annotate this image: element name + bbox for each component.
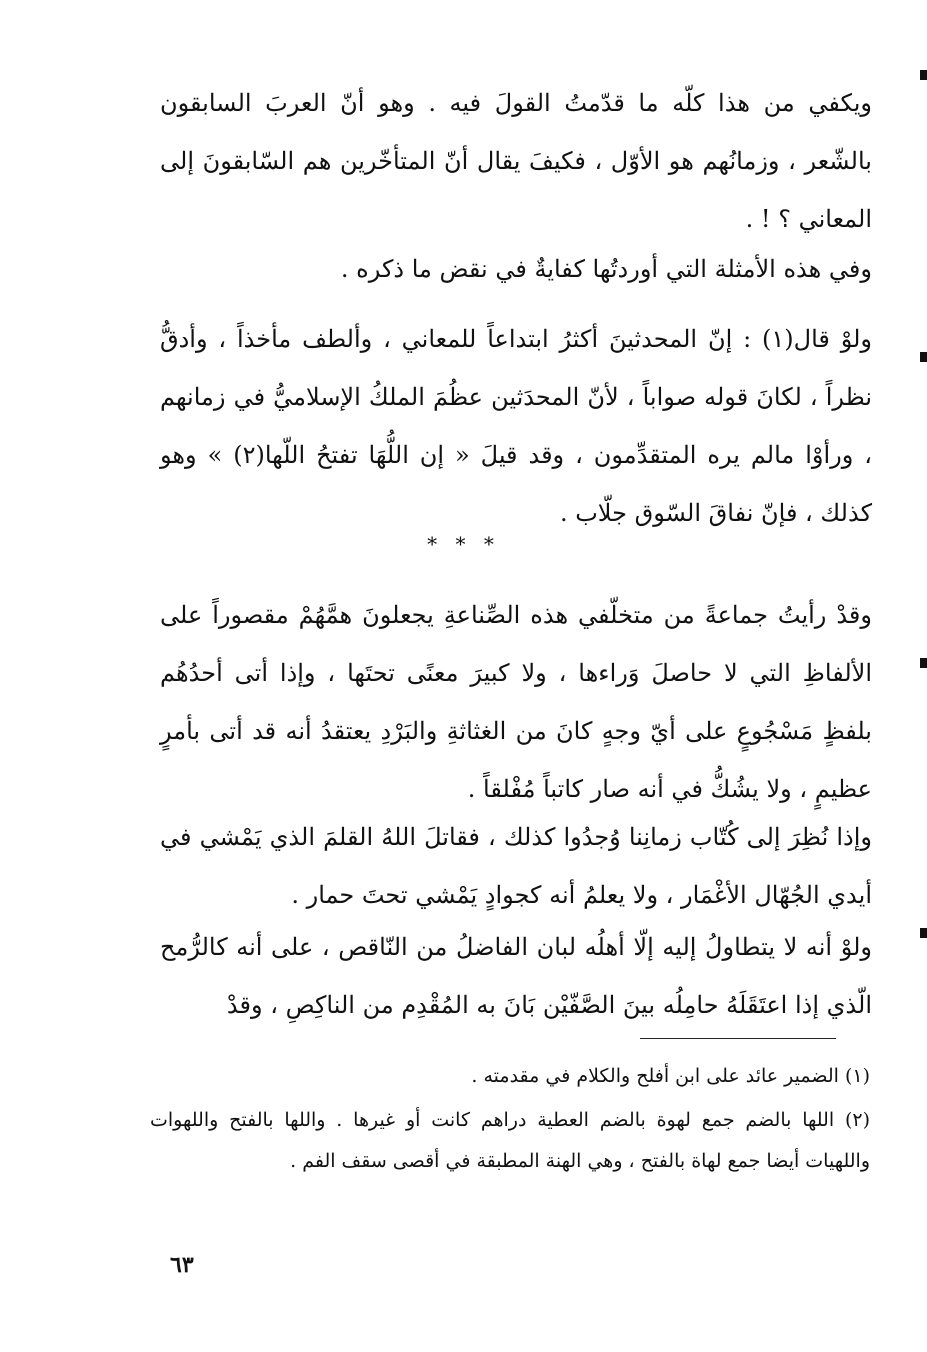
paragraph-5: وإذا نُظِرَ إلى كُتّاب زمانِنا وُجدُوا كذلك ، فقاتلَ اللهُ القلمَ الذي يَمْشي في أيدي الجُهّال الأغْمَار ، ولا يعلمُ أنه كجوادٍ يَمْشي تحتَ حمار .	[160, 823, 872, 909]
paragraph-3: ولوْ قال(١) : إنّ المحدثينَ أكثرُ ابتداعاً للمعاني ، وألطف مأخذاً ، وأدقُّ نظراً ، لكانَ قوله صواباً ، لأنّ المحدَثين عظُمَ الملكُ الإسلاميُّ في زمانهم ، ورأوْا مالم يره المتقدِّمون ، وقد قيلَ « إن اللُّهَا تفتحُ اللّها(٢) » وهو كذلك ، فإنّ نفاقَ السّوق جلّاب .	[160, 325, 873, 527]
paragraph-1: ويكفي من هذا كلّه ما قدّمتُ القولَ فيه . وهو أنّ العربَ السابقون بالشّعر ، وزمانُهم هو الأوّل ، فكيفَ يقال أنّ المتأخّرين هم السّابقونَ إلى المعاني ؟ ! .	[160, 89, 872, 233]
section-separator: * * *	[427, 532, 500, 556]
footnote-2: (٢) اللها بالضم جمع لهوة بالضم العطية دراهم كانت أو غيرها . واللها بالفتح واللهوات واللهيات أيضا جمع لهاة بالفتح ، وهي الهنة المطبقة في أقصى سقف الفم .	[150, 1109, 870, 1172]
margin-mark	[920, 70, 927, 80]
margin-mark	[920, 928, 927, 938]
paragraph-2: وفي هذه الأمثلة التي أوردتُها كفايةٌ في نقض ما ذكره .	[340, 255, 872, 283]
footnote-rule	[640, 1038, 836, 1039]
margin-mark	[920, 352, 927, 362]
paragraph-6: ولوْ أنه لا يتطاولُ إليه إلّا أهلُه لبان الفاضلُ من النّاقص ، على أنه كالرُّمح الّذي إذا اعتَقَلَهُ حامِلُه بينَ الصَّفّيْن بَانَ به المُقْدِم من الناكِصِ ، وقدْ	[160, 933, 872, 1019]
page-number: ٦٣	[170, 1252, 194, 1278]
margin-mark	[920, 658, 927, 668]
footnote-1: (١) الضمير عائد على ابن أفلح والكلام في مقدمته .	[471, 1065, 870, 1087]
paragraph-4: وقدْ رأيتُ جماعةً من متخلّفي هذه الصِّناعةِ يجعلونَ همَّهُمْ مقصوراً على الألفاظِ التي لا حاصلَ وَراءها ، ولا كبيرَ معنًى تحتَها ، وإذا أتى أحدُهُم بلفظٍ مَسْجُوعٍ على أيّ وجهٍ كانَ من الغثاثةِ والبَرْدِ يعتقدُ أنه قد أتى بأمرٍ عظيمٍ ، ولا يشُكُّ في أنه صار كاتباً مُفْلقاً .	[160, 601, 872, 803]
